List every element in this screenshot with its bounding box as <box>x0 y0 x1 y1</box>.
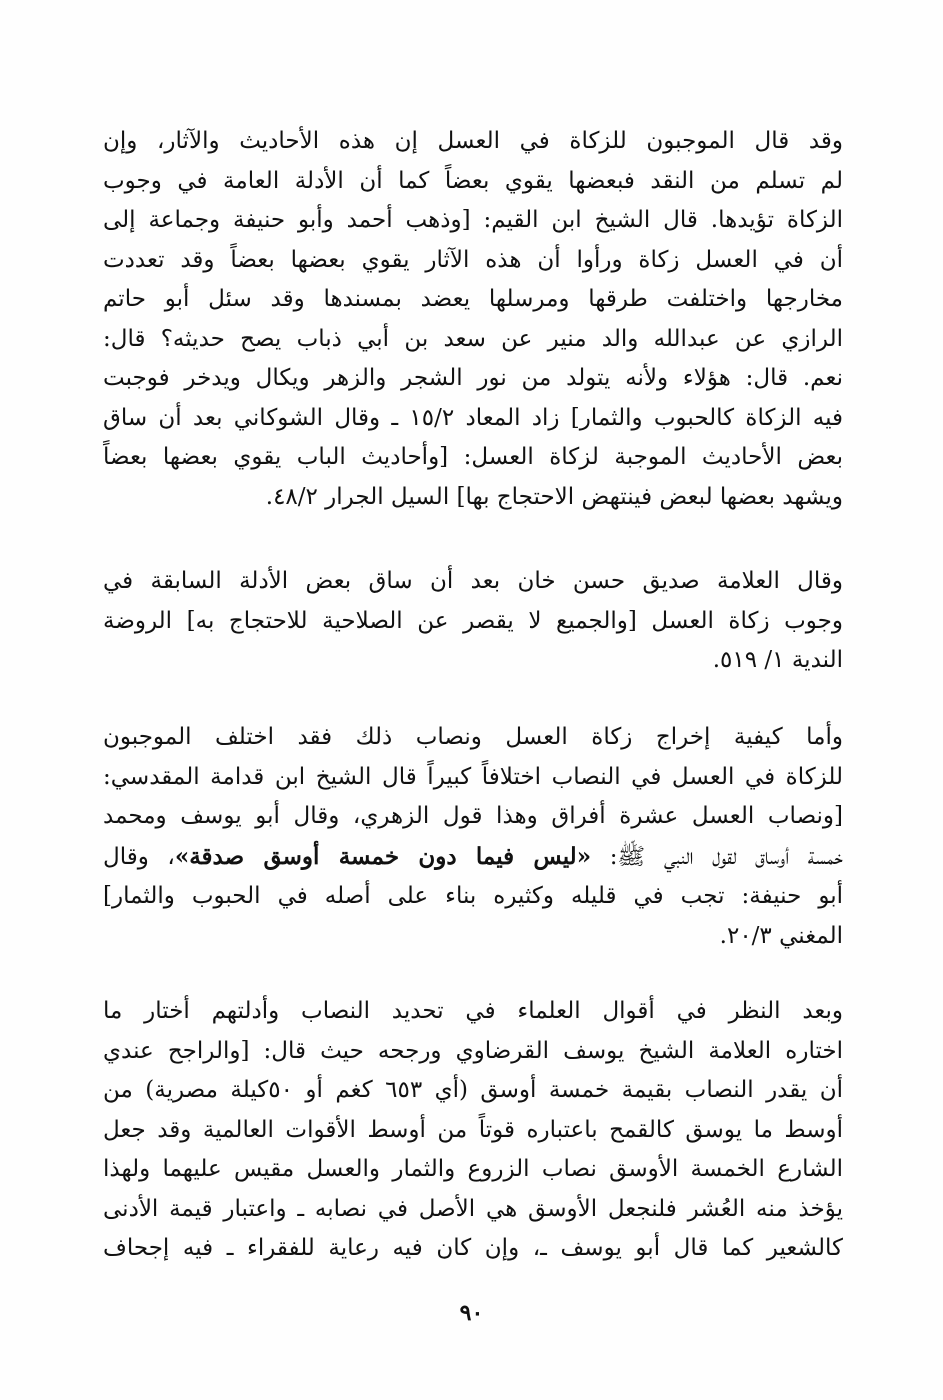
paragraph-author-choice <box>103 992 843 1269</box>
paragraph-siddiq-hasan-khan <box>103 562 843 681</box>
text-line: أبو حنيفة: تجب في قليله وكثيره بناء على أصله في الحبوب والثمار] <box>103 883 843 909</box>
text-segment: ، وقال <box>103 843 175 870</box>
text-line: وبعد النظر في أقوال العلماء في تحديد النصاب وأدلتهم أختار ما <box>103 998 843 1024</box>
text-line: الرازي عن عبدالله والد منير عن سعد بن أبي ذباب يصح حديثه؟ قال: <box>103 325 843 352</box>
text-line: الزكاة تؤيدها. قال الشيخ ابن القيم: [وذهب أحمد وأبو حنيفة وجماعة إلى <box>103 207 843 233</box>
text-line: بعض الأحاديث الموجبة لزكاة العسل: [وأحاديث الباب يقوي بعضها بعضاً <box>103 444 843 470</box>
text-line: لم تسلم من النقد فبعضها يقوي بعضاً كما أن الأدلة العامة في وجوب <box>103 167 843 194</box>
text-line: أن يقدر النصاب بقيمة خمسة أوسق (أي ٦٥٣ كغم أو ٥٠كيلة مصرية) من <box>103 1077 844 1103</box>
hadith-quote: «ليس فيما دون خمسة أوسق صدقة» <box>174 842 592 870</box>
text-line: وأما كيفية إخراج زكاة العسل ونصاب ذلك فقد اختلف الموجبون <box>103 724 843 750</box>
text-line: أن في العسل زكاة ورأوا أن هذه الآثار يقوي بعضها بعضاً وقد تعددت <box>103 246 843 273</box>
text-line: اختاره العلامة الشيخ يوسف القرضاوي ورجحه حيث قال: [والراجح عندي <box>103 1037 843 1064</box>
text-line: كالشعير كما قال أبو يوسف ـ، وإن كان فيه رعاية للفقراء ـ فيه إجحاف <box>103 1235 843 1261</box>
text-line: [ونصاب العسل عشرة أفراق وهذا قول الزهري، وقال أبو يوسف ومحمد <box>103 803 843 829</box>
text-line: الندية ١/ ٥١٩. <box>712 647 843 673</box>
text-line-with-hadith <box>103 837 843 878</box>
text-line: مخارجها واختلفت طرقها ومرسلها يعضد بمسندها وقد سئل أبو حاتم <box>103 286 843 312</box>
paragraph-nisab-disagreement <box>103 718 843 956</box>
text-segment: خمسة أوساق لقول النبي ﷺ: <box>609 843 844 870</box>
text-line: ويشهد بعضها لبعض فينتهض الاحتجاج بها] السيل الجرار ٤٨/٢. <box>265 483 843 510</box>
paragraph-honey-zakat-evidence <box>103 122 843 517</box>
text-line: المغني ٢٠/٣. <box>719 922 843 949</box>
text-line: وجوب زكاة العسل [والجميع لا يقصر عن الصلاحية للاحتجاج به] الروضة <box>103 607 843 634</box>
page-number: ٩٠ <box>459 1300 484 1326</box>
text-line: الشارع الخمسة الأوسق نصاب الزروع والثمار والعسل مقيس عليهما ولهذا <box>103 1156 843 1182</box>
text-line: أوسط ما يوسق كالقمح باعتباره قوتاً من أوسط الأقوات العالمية وقد جعل <box>103 1116 843 1143</box>
text-line: وقال العلامة صديق حسن خان بعد أن ساق بعض الأدلة السابقة في <box>103 568 843 594</box>
text-line: وقد قال الموجبون للزكاة في العسل إن هذه الأحاديث والآثار، وإن <box>103 128 843 154</box>
text-line: فيه الزكاة كالحبوب والثمار] زاد المعاد ١٥/٢ ـ وقال الشوكاني بعد أن ساق <box>103 404 844 431</box>
text-line: للزكاة في العسل في النصاب اختلافاً كبيراً قال الشيخ ابن قدامة المقدسي: <box>103 763 843 790</box>
text-line: نعم. قال: هؤلاء ولأنه يتولد من نور الشجر والزهر ويكال ويدخر فوجبت <box>103 365 843 391</box>
text-line: يؤخذ منه العُشر فلنجعل الأوسق هي الأصل في نصابه ـ واعتبار قيمة الأدنى <box>103 1195 843 1222</box>
